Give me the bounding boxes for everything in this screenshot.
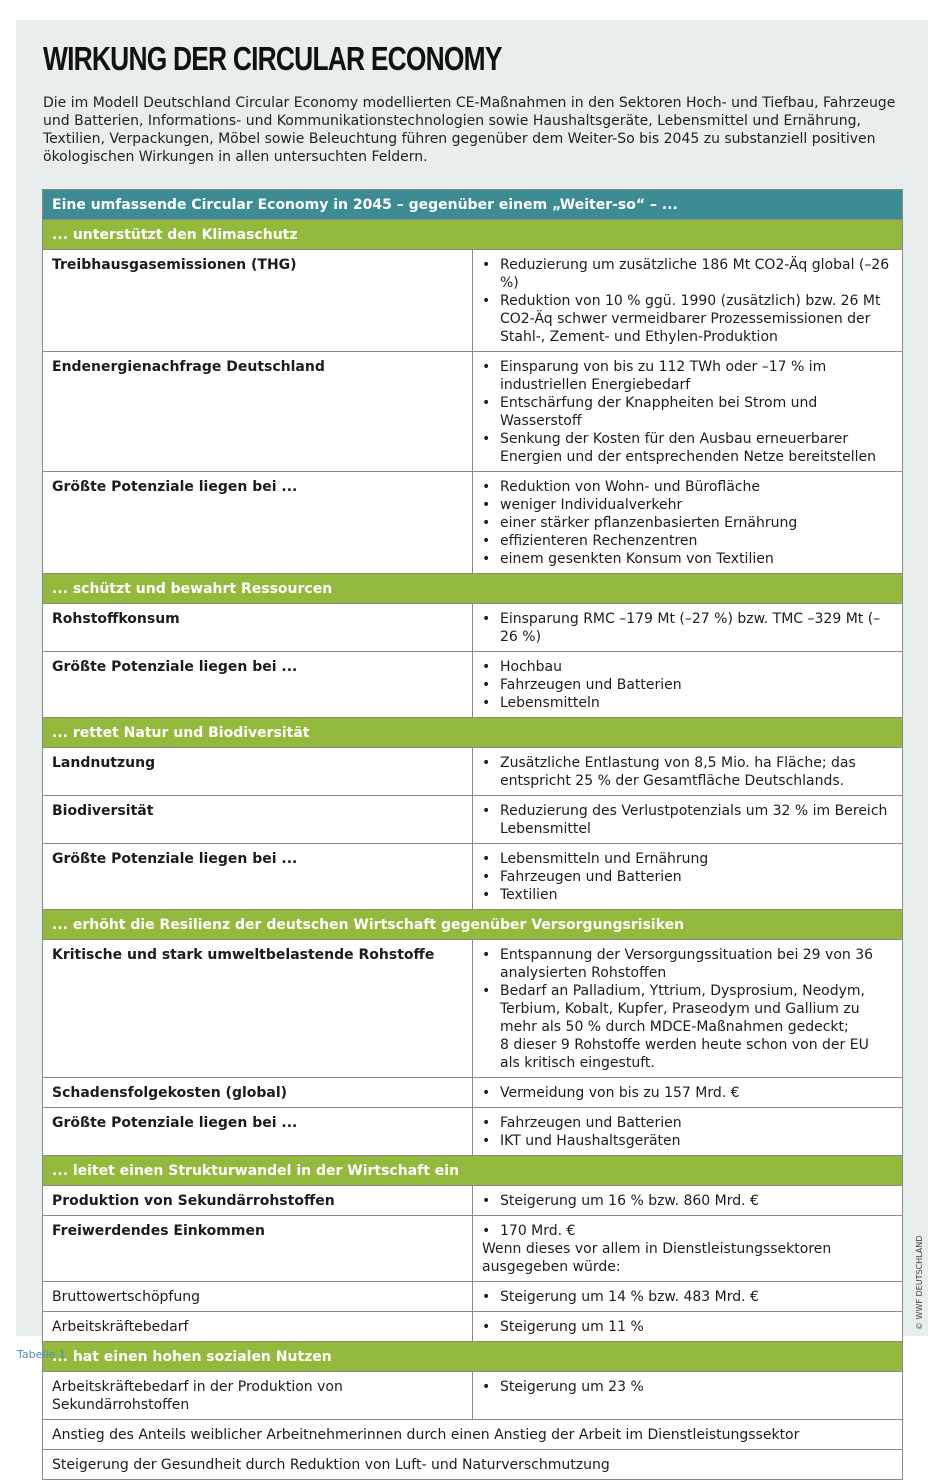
list-item-text: Bedarf an Palladium, Yttrium, Dysprosium, Neodym, Terbium, Kobalt, Kupfer, Praseodym und Gallium zu mehr als 50 % durch MDCE-Maßnahmen gedeckt; — [500, 983, 866, 1035]
section-row — [43, 718, 903, 748]
bullet-list — [482, 754, 893, 790]
section-row — [43, 1156, 903, 1186]
list-item: • Steigerung um 11 % — [482, 1318, 893, 1336]
row-label: Biodiversität — [43, 796, 473, 844]
list-item: • einem gesenkten Konsum von Textilien — [482, 550, 893, 568]
row-content — [473, 472, 903, 574]
section-title: ... leitet einen Strukturwandel in der Wirtschaft ein — [43, 1156, 903, 1186]
bullet-list — [482, 850, 893, 904]
table-row — [43, 652, 903, 718]
table-caption[interactable]: Tabelle 1 — [17, 1348, 66, 1361]
row-content — [473, 250, 903, 352]
table-header: Eine umfassende Circular Economy in 2045 – gegenüber einem „Weiter-so“ – ... — [43, 190, 903, 220]
list-item: • einer stärker pflanzenbasierten Ernährung — [482, 514, 893, 532]
table-header-row — [43, 190, 903, 220]
list-item: • Reduktion von 10 % ggü. 1990 (zusätzlich) bzw. 26 Mt CO2-Äq schwer vermeidbarer Prozessemissionen der Stahl-, Zement- und Ethylen-Produktion — [482, 292, 893, 346]
section-row — [43, 1342, 903, 1372]
list-item: • Einsparung von bis zu 112 TWh oder –17 % im industriellen Energiebedarf — [482, 358, 893, 394]
list-item: • Lebensmitteln — [482, 694, 893, 712]
list-item: • IKT und Haushaltsgeräten — [482, 1132, 893, 1150]
row-content — [473, 1216, 903, 1282]
table-row — [43, 1312, 903, 1342]
row-label: Treibhausgasemissionen (THG) — [43, 250, 473, 352]
bullet-list — [482, 478, 893, 568]
section-title: ... rettet Natur und Biodiversität — [43, 718, 903, 748]
bullet-list — [482, 1084, 893, 1102]
list-item: • Vermeidung von bis zu 157 Mrd. € — [482, 1084, 893, 1102]
row-note: Wenn dieses vor allem in Dienstleistungssektoren ausgegeben würde: — [482, 1241, 832, 1275]
table-row — [43, 604, 903, 652]
bullet-list — [482, 256, 893, 346]
bullet-list — [482, 358, 893, 466]
section-row — [43, 574, 903, 604]
table-row — [43, 796, 903, 844]
list-item: • Hochbau — [482, 658, 893, 676]
list-item: • 170 Mrd. € — [482, 1222, 893, 1240]
row-content — [473, 748, 903, 796]
row-label: Kritische und stark umweltbelastende Rohstoffe — [43, 940, 473, 1078]
impact-table — [42, 189, 903, 1480]
list-item — [482, 982, 893, 1072]
section-row — [43, 910, 903, 940]
row-content — [473, 352, 903, 472]
bullet-list — [482, 1222, 893, 1240]
table-row — [43, 1450, 903, 1480]
list-item: • Steigerung um 14 % bzw. 483 Mrd. € — [482, 1288, 893, 1306]
list-item: • Senkung der Kosten für den Ausbau erneuerbarer Energien und der entsprechenden Netze bereitstellen — [482, 430, 893, 466]
row-content — [473, 1312, 903, 1342]
list-item: • weniger Individualverkehr — [482, 496, 893, 514]
row-content — [473, 1186, 903, 1216]
row-label: Produktion von Sekundärrohstoffen — [43, 1186, 473, 1216]
row-label: Freiwerdendes Einkommen — [43, 1216, 473, 1282]
bullet-list — [482, 1114, 893, 1150]
table-row — [43, 250, 903, 352]
bullet-list — [482, 610, 893, 646]
table-row — [43, 1216, 903, 1282]
bullet-list — [482, 1288, 893, 1306]
table-row — [43, 1186, 903, 1216]
list-item-continuation: 8 dieser 9 Rohstoffe werden heute schon von der EU als kritisch eingestuft. — [500, 1037, 869, 1071]
section-title: ... unterstützt den Klimaschutz — [43, 220, 903, 250]
list-item: • Fahrzeugen und Batterien — [482, 868, 893, 886]
section-row — [43, 220, 903, 250]
list-item: • Reduzierung des Verlustpotenzials um 32 % im Bereich Lebensmittel — [482, 802, 893, 838]
table-row — [43, 352, 903, 472]
table-row — [43, 844, 903, 910]
row-label: Schadensfolgekosten (global) — [43, 1078, 473, 1108]
row-content — [473, 1282, 903, 1312]
list-item: • Reduktion von Wohn- und Bürofläche — [482, 478, 893, 496]
list-item: • Einsparung RMC –179 Mt (–27 %) bzw. TMC –329 Mt (–26 %) — [482, 610, 893, 646]
row-content — [473, 652, 903, 718]
row-label: Bruttowertschöpfung — [43, 1282, 473, 1312]
section-title: ... hat einen hohen sozialen Nutzen — [43, 1342, 903, 1372]
row-label: Arbeitskräftebedarf — [43, 1312, 473, 1342]
bullet-list — [482, 802, 893, 838]
bullet-list — [482, 946, 893, 1072]
row-label: Größte Potenziale liegen bei ... — [43, 652, 473, 718]
full-width-row: Steigerung der Gesundheit durch Reduktion von Luft- und Naturverschmutzung — [43, 1450, 903, 1480]
list-item: • Textilien — [482, 886, 893, 904]
table-row — [43, 748, 903, 796]
row-label: Rohstoffkonsum — [43, 604, 473, 652]
row-content — [473, 1078, 903, 1108]
page-title: WIRKUNG DER CIRCULAR ECONOMY — [43, 40, 502, 77]
bullet-list — [482, 1378, 893, 1396]
intro-paragraph: Die im Modell Deutschland Circular Economy modellierten CE-Maßnahmen in den Sektoren Hoch- und Tiefbau, Fahrzeuge und Batterien, Informations- und Kommunikationstechnologien sowie Haushaltsgeräte, Lebensmittel und Ernährung, Textilien, Verpackungen, Möbel sowie Beleuchtung führen gegenüber dem Weiter-So bis 2045 zu substanziell positiven ökologischen Wirkungen in allen untersuchten Feldern. — [43, 95, 896, 165]
row-label: Endenergienachfrage Deutschland — [43, 352, 473, 472]
row-content — [473, 940, 903, 1078]
full-width-row: Anstieg des Anteils weiblicher Arbeitnehmerinnen durch einen Anstieg der Arbeit im Dienstleistungssektor — [43, 1420, 903, 1450]
row-content — [473, 1372, 903, 1420]
bullet-list — [482, 658, 893, 712]
row-label: Größte Potenziale liegen bei ... — [43, 1108, 473, 1156]
table-row — [43, 1420, 903, 1450]
row-content — [473, 796, 903, 844]
table-row — [43, 472, 903, 574]
row-label: Größte Potenziale liegen bei ... — [43, 472, 473, 574]
list-item: • Fahrzeugen und Batterien — [482, 676, 893, 694]
table-row — [43, 1372, 903, 1420]
table-row — [43, 1108, 903, 1156]
row-content — [473, 1108, 903, 1156]
list-item: • Lebensmitteln und Ernährung — [482, 850, 893, 868]
row-content — [473, 604, 903, 652]
list-item: • Fahrzeugen und Batterien — [482, 1114, 893, 1132]
section-title: ... schützt und bewahrt Ressourcen — [43, 574, 903, 604]
table-row — [43, 940, 903, 1078]
table-row — [43, 1078, 903, 1108]
row-label: Größte Potenziale liegen bei ... — [43, 844, 473, 910]
row-content — [473, 844, 903, 910]
list-item: • Reduzierung um zusätzliche 186 Mt CO2-Äq global (–26 %) — [482, 256, 893, 292]
list-item: • Steigerung um 23 % — [482, 1378, 893, 1396]
list-item: • Entspannung der Versorgungssituation bei 29 von 36 analysierten Rohstoffen — [482, 946, 893, 982]
list-item: • Steigerung um 16 % bzw. 860 Mrd. € — [482, 1192, 893, 1210]
row-label: Landnutzung — [43, 748, 473, 796]
bullet-list — [482, 1318, 893, 1336]
section-title: ... erhöht die Resilienz der deutschen Wirtschaft gegenüber Versorgungsrisiken — [43, 910, 903, 940]
list-item: • Zusätzliche Entlastung von 8,5 Mio. ha Fläche; das entspricht 25 % der Gesamtfläche Deutschlands. — [482, 754, 893, 790]
copyright-credit: © WWF DEUTSCHLAND — [915, 1235, 924, 1330]
table-row — [43, 1282, 903, 1312]
list-item: • Entschärfung der Knappheiten bei Strom und Wasserstoff — [482, 394, 893, 430]
list-item: • effizienteren Rechenzentren — [482, 532, 893, 550]
bullet-list — [482, 1192, 893, 1210]
row-label: Arbeitskräftebedarf in der Produktion von Sekundärrohstoffen — [43, 1372, 473, 1420]
